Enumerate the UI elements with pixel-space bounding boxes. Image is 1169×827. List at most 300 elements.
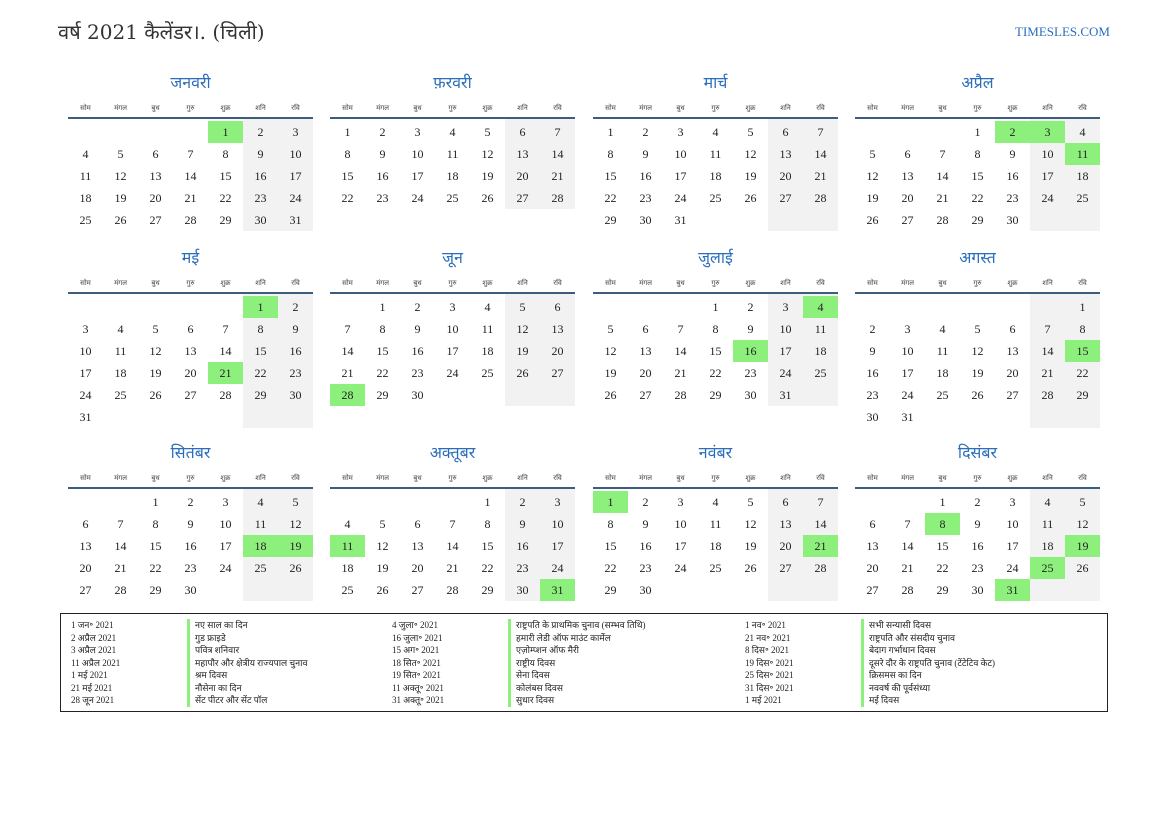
holiday-date: 19 दिस॰ 2021 [745, 657, 794, 668]
day-cell: 1 [344, 125, 351, 139]
weekday-label: गुरु [711, 474, 720, 482]
weekday-label: शनि [255, 104, 266, 112]
day-cell: 5 [152, 322, 159, 336]
day-cell: 17 [551, 539, 564, 553]
day-cell: 7 [939, 147, 946, 161]
day-cell: 30 [411, 388, 424, 402]
day-cell: 31 [674, 213, 687, 227]
legend-row [71, 619, 307, 632]
day-cell: 16 [184, 539, 197, 553]
weekday-label: गुरु [973, 474, 982, 482]
holiday-name: बेदाग गर्भाधान दिवस [861, 644, 936, 657]
day-cell: 30 [971, 583, 984, 597]
weekday-label: शनि [517, 104, 528, 112]
legend-row [392, 657, 646, 670]
weekday-label: बुध [413, 474, 422, 482]
day-cell: 17 [219, 539, 232, 553]
day-cell: 5 [869, 147, 876, 161]
day-cell: 3 [554, 495, 561, 509]
holiday-name: राष्ट्रपति और संसदीय चुनाव [861, 632, 955, 645]
weekday-label: रवि [553, 279, 562, 287]
day-cell: 29 [254, 388, 267, 402]
holiday-name: सभी सन्यासी दिवस [861, 619, 931, 632]
day-cell: 13 [779, 147, 792, 161]
day-cell: 15 [219, 169, 232, 183]
day-cell: 29 [376, 388, 389, 402]
holiday-name: पवित्र शनिवार [187, 644, 239, 657]
day-cell: 28 [936, 213, 949, 227]
day-cell: 19 [866, 191, 879, 205]
weekday-label: बुध [938, 104, 947, 112]
day-cell: 27 [1006, 388, 1019, 402]
site-link[interactable]: TIMESLES.COM [1015, 24, 1110, 39]
month-name: जुलाई [698, 248, 733, 267]
legend-column [71, 619, 307, 707]
day-cell: 12 [289, 517, 302, 531]
day-cell: 24 [411, 191, 424, 205]
day-cell: 9 [292, 322, 299, 336]
holiday-day-cell: 1 [208, 121, 243, 143]
day-cell: 19 [744, 539, 757, 553]
legend-row [745, 694, 995, 707]
holiday-name: नववर्ष की पूर्वसंध्या [861, 682, 930, 695]
weekday-label: शनि [780, 279, 791, 287]
day-cell: 19 [149, 366, 162, 380]
day-cell: 10 [446, 322, 459, 336]
day-cell: 22 [936, 561, 949, 575]
day-cell: 30 [516, 583, 529, 597]
day-cell: 13 [779, 517, 792, 531]
day-cell: 12 [376, 539, 389, 553]
day-cell: 19 [114, 191, 127, 205]
weekday-label: शनि [780, 104, 791, 112]
holiday-date: 19 सित॰ 2021 [392, 670, 441, 680]
day-cell: 8 [257, 322, 264, 336]
day-cell: 26 [516, 366, 529, 380]
weekday-label: शुक्र [1007, 474, 1018, 482]
weekday-label: शुक्र [220, 279, 231, 287]
weekday-label: रवि [816, 474, 825, 482]
day-cell: 2 [974, 495, 981, 509]
day-cell: 1 [712, 300, 719, 314]
holiday-day-cell: 19 [278, 535, 313, 557]
weekday-label: शुक्र [482, 104, 493, 112]
day-cell: 10 [674, 517, 687, 531]
day-cell: 10 [1006, 517, 1019, 531]
day-cell: 28 [814, 561, 827, 575]
day-cell: 12 [149, 344, 162, 358]
day-cell: 2 [187, 495, 194, 509]
holiday-day-cell: 31 [540, 579, 575, 601]
day-cell: 22 [376, 366, 389, 380]
day-cell: 25 [936, 388, 949, 402]
day-cell: 23 [289, 366, 302, 380]
day-cell: 20 [149, 191, 162, 205]
day-cell: 7 [449, 517, 456, 531]
day-cell: 5 [117, 147, 124, 161]
day-cell: 3 [677, 125, 684, 139]
day-cell: 25 [341, 583, 354, 597]
day-cell: 25 [709, 191, 722, 205]
day-cell: 13 [1006, 344, 1019, 358]
weekday-label: सोम [867, 474, 878, 482]
holiday-date: 28 जून 2021 [71, 695, 115, 705]
day-cell: 29 [971, 213, 984, 227]
month-8 [855, 248, 1100, 430]
month-11 [593, 443, 838, 625]
weekday-label: बुध [151, 104, 160, 112]
month-name: सितंबर [170, 443, 211, 462]
day-cell: 17 [901, 366, 914, 380]
holiday-day-cell: 2 [995, 121, 1030, 143]
legend-row [392, 619, 646, 632]
day-cell: 2 [642, 495, 649, 509]
day-cell: 30 [639, 213, 652, 227]
weekday-label: रवि [291, 104, 300, 112]
day-cell: 5 [292, 495, 299, 509]
weekday-header [68, 276, 313, 290]
legend-column [745, 619, 995, 707]
day-cell: 18 [481, 344, 494, 358]
month-name: अक्तूबर [429, 443, 476, 462]
holiday-name: सेंट पीटर और सेंट पॉल [187, 694, 267, 707]
holiday-date: 31 अक्तू॰ 2021 [392, 695, 445, 705]
weekday-header [855, 101, 1100, 115]
weekday-label: सोम [342, 279, 353, 287]
day-cell: 12 [516, 322, 529, 336]
weekday-label: शनि [1042, 474, 1053, 482]
day-cell: 22 [604, 191, 617, 205]
day-cell: 15 [376, 344, 389, 358]
month-7 [593, 248, 838, 430]
day-cell: 9 [1009, 147, 1016, 161]
holiday-day-cell: 1 [593, 491, 628, 513]
day-cell: 10 [674, 147, 687, 161]
day-cell: 17 [674, 169, 687, 183]
holiday-day-cell: 28 [330, 384, 365, 406]
holiday-name: राष्ट्रपति के प्राथमिक चुनाव (सम्भव तिथि) [508, 619, 646, 632]
weekday-label: मंगल [901, 104, 914, 112]
holiday-day-cell: 25 [1030, 557, 1065, 579]
holiday-day-cell: 31 [995, 579, 1030, 601]
weekday-label: रवि [291, 279, 300, 287]
holiday-name: मई दिवस [861, 694, 899, 707]
weekday-label: मंगल [639, 474, 652, 482]
day-cell: 24 [674, 561, 687, 575]
holiday-day-cell: 11 [1065, 143, 1100, 165]
legend-row [71, 632, 307, 645]
weekday-header [855, 276, 1100, 290]
weekday-label: गुरु [973, 104, 982, 112]
day-cell: 31 [79, 410, 92, 424]
day-grid [855, 294, 1100, 430]
holiday-name: श्रम दिवस [187, 669, 227, 682]
day-cell: 10 [901, 344, 914, 358]
day-cell: 7 [817, 125, 824, 139]
day-cell: 16 [289, 344, 302, 358]
day-cell: 9 [974, 517, 981, 531]
day-cell: 3 [782, 300, 789, 314]
day-grid [330, 489, 575, 625]
day-cell: 27 [79, 583, 92, 597]
holiday-date: 1 नव॰ 2021 [745, 620, 786, 630]
day-cell: 3 [1009, 495, 1016, 509]
day-cell: 9 [187, 517, 194, 531]
weekday-label: शनि [1042, 104, 1053, 112]
day-cell: 4 [449, 125, 456, 139]
day-cell: 21 [551, 169, 564, 183]
legend-row [392, 694, 646, 707]
month-3 [593, 73, 838, 255]
day-cell: 28 [1041, 388, 1054, 402]
day-cell: 14 [341, 344, 354, 358]
day-cell: 26 [149, 388, 162, 402]
day-cell: 27 [184, 388, 197, 402]
day-cell: 12 [604, 344, 617, 358]
weekday-label: गुरु [448, 104, 457, 112]
weekday-label: रवि [816, 104, 825, 112]
holiday-date: 3 अप्रैल 2021 [71, 645, 117, 655]
holiday-name: नए साल का दिन [187, 619, 248, 632]
day-cell: 17 [411, 169, 424, 183]
day-cell: 13 [516, 147, 529, 161]
month-1 [68, 73, 313, 255]
day-cell: 28 [901, 583, 914, 597]
day-cell: 5 [1079, 495, 1086, 509]
day-cell: 10 [551, 517, 564, 531]
weekday-label: बुध [151, 474, 160, 482]
day-cell: 9 [869, 344, 876, 358]
day-cell: 6 [82, 517, 89, 531]
day-cell: 8 [1079, 322, 1086, 336]
day-cell: 3 [449, 300, 456, 314]
holiday-name: क्रिसमस का दिन [861, 669, 922, 682]
day-cell: 16 [866, 366, 879, 380]
weekday-label: गुरु [186, 279, 195, 287]
day-cell: 1 [974, 125, 981, 139]
day-cell: 14 [674, 344, 687, 358]
day-cell: 16 [376, 169, 389, 183]
day-cell: 20 [779, 539, 792, 553]
day-cell: 2 [414, 300, 421, 314]
day-cell: 25 [446, 191, 459, 205]
day-cell: 24 [1041, 191, 1054, 205]
day-cell: 2 [379, 125, 386, 139]
day-cell: 7 [344, 322, 351, 336]
page-title: वर्ष 2021 कैलेंडर।. (चिली) [58, 20, 265, 44]
day-cell: 23 [971, 561, 984, 575]
day-cell: 22 [709, 366, 722, 380]
day-cell: 22 [341, 191, 354, 205]
day-cell: 28 [674, 388, 687, 402]
weekday-label: गुरु [186, 474, 195, 482]
day-cell: 20 [79, 561, 92, 575]
holiday-day-cell: 11 [330, 535, 365, 557]
holiday-legend [60, 613, 1108, 712]
day-cell: 8 [607, 147, 614, 161]
day-cell: 30 [254, 213, 267, 227]
holiday-day-cell: 8 [925, 513, 960, 535]
day-cell: 30 [1006, 213, 1019, 227]
weekday-label: शनि [517, 279, 528, 287]
day-cell: 22 [149, 561, 162, 575]
day-grid [593, 489, 838, 625]
weekday-label: शुक्र [745, 104, 756, 112]
day-cell: 23 [516, 561, 529, 575]
weekday-label: मंगल [901, 474, 914, 482]
day-cell: 9 [642, 517, 649, 531]
day-cell: 27 [639, 388, 652, 402]
weekday-label: रवि [816, 279, 825, 287]
day-cell: 7 [187, 147, 194, 161]
day-cell: 21 [936, 191, 949, 205]
day-cell: 30 [184, 583, 197, 597]
holiday-name: सुधार दिवस [508, 694, 554, 707]
day-cell: 7 [1044, 322, 1051, 336]
day-cell: 12 [114, 169, 127, 183]
day-cell: 30 [289, 388, 302, 402]
day-cell: 8 [974, 147, 981, 161]
month-5 [68, 248, 313, 430]
day-grid [855, 489, 1100, 625]
month-9 [68, 443, 313, 625]
day-cell: 1 [484, 495, 491, 509]
day-cell: 14 [814, 517, 827, 531]
day-cell: 29 [604, 583, 617, 597]
day-cell: 4 [712, 125, 719, 139]
weekday-label: सोम [605, 474, 616, 482]
day-cell: 2 [747, 300, 754, 314]
day-cell: 24 [289, 191, 302, 205]
weekday-label: सोम [342, 474, 353, 482]
day-cell: 20 [1006, 366, 1019, 380]
legend-row [745, 644, 995, 657]
day-cell: 24 [219, 561, 232, 575]
day-grid [593, 119, 838, 255]
weekday-label: गुरु [448, 279, 457, 287]
holiday-date: 1 जन॰ 2021 [71, 620, 114, 630]
day-cell: 21 [341, 366, 354, 380]
day-cell: 17 [779, 344, 792, 358]
day-cell: 7 [677, 322, 684, 336]
day-cell: 30 [744, 388, 757, 402]
day-cell: 24 [446, 366, 459, 380]
day-cell: 11 [1041, 517, 1054, 531]
legend-column [392, 619, 646, 707]
day-cell: 27 [901, 213, 914, 227]
month-10 [330, 443, 575, 625]
day-cell: 26 [971, 388, 984, 402]
day-cell: 3 [292, 125, 299, 139]
day-cell: 8 [607, 517, 614, 531]
holiday-day-cell: 18 [243, 535, 278, 557]
day-cell: 9 [519, 517, 526, 531]
day-cell: 5 [379, 517, 386, 531]
weekday-label: सोम [867, 104, 878, 112]
legend-row [392, 632, 646, 645]
day-cell: 14 [1041, 344, 1054, 358]
day-cell: 27 [779, 191, 792, 205]
day-cell: 21 [184, 191, 197, 205]
weekday-header [593, 471, 838, 485]
day-cell: 20 [551, 344, 564, 358]
day-cell: 9 [257, 147, 264, 161]
day-cell: 27 [779, 561, 792, 575]
day-cell: 13 [184, 344, 197, 358]
day-grid [330, 294, 575, 430]
day-cell: 2 [257, 125, 264, 139]
weekday-label: गुरु [186, 104, 195, 112]
weekday-label: मंगल [639, 279, 652, 287]
weekday-label: रवि [553, 104, 562, 112]
weekday-header [855, 471, 1100, 485]
day-cell: 25 [254, 561, 267, 575]
day-cell: 22 [219, 191, 232, 205]
legend-row [745, 619, 995, 632]
legend-row [71, 694, 307, 707]
day-cell: 31 [779, 388, 792, 402]
day-cell: 5 [519, 300, 526, 314]
day-cell: 6 [1009, 322, 1016, 336]
legend-row [71, 682, 307, 695]
weekday-header [330, 276, 575, 290]
weekday-label: सोम [342, 104, 353, 112]
holiday-day-cell: 16 [733, 340, 768, 362]
day-cell: 16 [254, 169, 267, 183]
holiday-date: 31 दिस॰ 2021 [745, 682, 794, 693]
weekday-label: बुध [676, 474, 685, 482]
day-cell: 8 [712, 322, 719, 336]
day-cell: 16 [411, 344, 424, 358]
day-cell: 11 [936, 344, 949, 358]
day-cell: 10 [779, 322, 792, 336]
legend-row [71, 644, 307, 657]
day-cell: 27 [866, 583, 879, 597]
day-cell: 23 [184, 561, 197, 575]
weekday-label: रवि [291, 474, 300, 482]
month-name: नवंबर [698, 443, 733, 462]
day-cell: 16 [1006, 169, 1019, 183]
day-cell: 6 [782, 495, 789, 509]
day-cell: 2 [869, 322, 876, 336]
day-cell: 25 [814, 366, 827, 380]
day-cell: 13 [901, 169, 914, 183]
day-cell: 11 [709, 517, 722, 531]
day-cell: 5 [607, 322, 614, 336]
day-cell: 10 [411, 147, 424, 161]
month-name: अप्रैल [961, 73, 994, 92]
weekday-label: रवि [1078, 474, 1087, 482]
day-cell: 4 [344, 517, 351, 531]
day-grid [330, 119, 575, 255]
day-cell: 19 [481, 169, 494, 183]
weekday-label: गुरु [711, 279, 720, 287]
day-cell: 11 [114, 344, 127, 358]
day-cell: 19 [971, 366, 984, 380]
day-cell: 29 [709, 388, 722, 402]
holiday-name: हमारी लेडी ऑफ माउंट कार्मेल [508, 632, 611, 645]
day-cell: 19 [376, 561, 389, 575]
day-cell: 4 [82, 147, 89, 161]
day-cell: 17 [674, 539, 687, 553]
month-name: मार्च [703, 73, 728, 92]
weekday-label: शुक्र [220, 474, 231, 482]
day-cell: 8 [222, 147, 229, 161]
day-cell: 22 [604, 561, 617, 575]
day-cell: 27 [516, 191, 529, 205]
day-cell: 26 [1076, 561, 1089, 575]
weekday-label: बुध [413, 279, 422, 287]
